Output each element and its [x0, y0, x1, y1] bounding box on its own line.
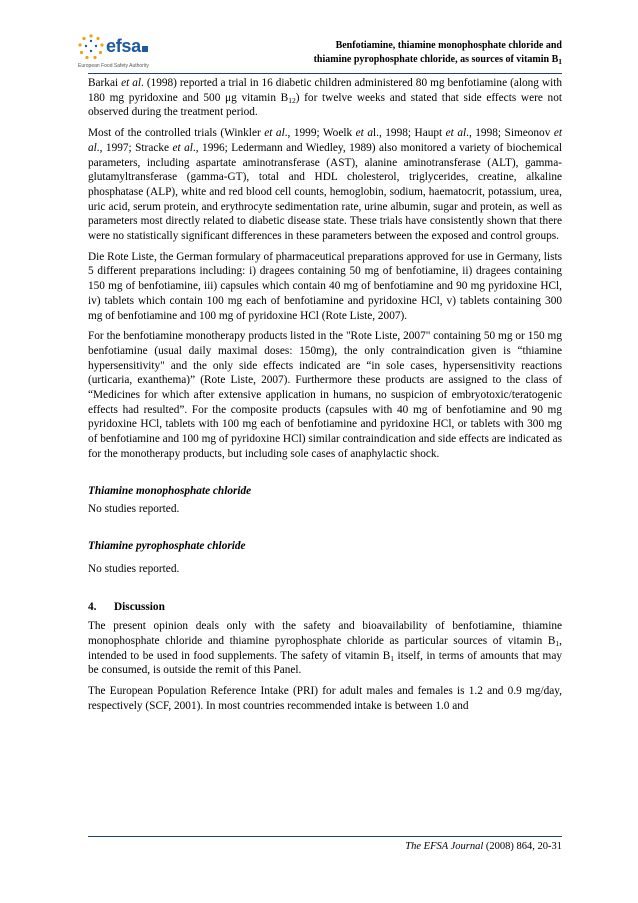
footer-divider: [88, 836, 562, 837]
paragraph-discussion-2: The European Population Reference Intake (PRI) for adult males and females is 1.2 and 0.9 mg/day, respectively (SCF, 2001). In most countries recommended intake is between 1.0 and: [88, 684, 562, 712]
header-title: [232, 39, 562, 67]
logo-wordmark: efsa: [106, 36, 148, 57]
paragraph-discussion-1: The present opinion deals only with the safety and bioavailability of benfotiamine, thiamine monophosphate chloride and thiamine pyrophosphate chloride as particular sources of vitamin $B_1$, intended to be used in food supplements. The safety of vitamin $B_1$ itself, in terms of amounts that may be consumed, is outside the remit of this Panel.: [88, 620, 562, 677]
efsa-logo: [76, 30, 156, 70]
heading-thiamine-monophosphate: Thiamine monophosphate chloride: [88, 484, 252, 497]
efsa-star-icon: [76, 32, 106, 62]
header-divider: [88, 73, 562, 74]
text-tpc-no-studies: No studies reported.: [88, 562, 180, 575]
heading-thiamine-pyrophosphate: Thiamine pyrophosphate chloride: [88, 539, 246, 552]
footer-citation: The EFSA Journal (2008) 864, 20-31: [405, 841, 562, 852]
paragraph-barkai: Barkai et al. (1998) reported a trial in 16 diabetic children administered 80 mg benfotiamine (along with 180 mg pyridoxine and 500 μg vitamin $B_{12}$) for twelve weeks and stated that side effects were not observed during the treatment period.: [88, 77, 562, 119]
heading-discussion: 4. Discussion: [88, 601, 165, 614]
logo-subtitle: European Food Safety Authority: [78, 63, 149, 69]
paragraph-rote-liste: Die Rote Liste, the German formulary of pharmaceutical preparations approved for use in Germany, lists 5 different preparations including: i) dragees containing 50 mg of benfotiamine, ii) dragees containing 150 mg of benfotiamine, iii) capsules which contain 40 mg of benfotiamine and 90 mg pyridoxine HCl, iv) tablets which contain 100 mg each of benfotiamine and pyridoxine HCl, v) tablets containing 300 mg of benfotiamine and 100 mg of pyridoxine HCl (Rote Liste, 2007).: [88, 250, 562, 322]
header-title-line1: Benfotiamine, thiamine monophosphate chloride and: [335, 40, 562, 51]
paragraph-controlled-trials: Most of the controlled trials (Winkler et al., 1999; Woelk et al., 1998; Haupt et al., 1998; Simeonov et al., 1997; Stracke et al., 1996; Ledermann and Wiedley, 1989) also monitored a variety of biochemical parameters, including aspartate aminotransferase (AST), alanine aminotransferase (ALT), gamma-glutamyltransferase (gamma-GT), total and HDL cholesterol, triglycerides, creatine, alkaline phosphatase (ALP), white and red blood cell counts, hemoglobin, sodium, haematocrit, potassium, urea, uric acid, serum protein, and erythrocyte sedimentation rate, urine albumin, sugar and protein, as well as parameters most directly related to diabetic disease state. These trials have consistently shown that there were no statistically significant differences in these parameters between the exposed and control groups.: [88, 127, 563, 243]
text-tmc-no-studies: No studies reported.: [88, 503, 180, 516]
paragraph-monotherapy: For the benfotiamine monotherapy products listed in the "Rote Liste, 2007" containing 50 mg or 150 mg benfotiamine (usual daily maximal doses: 150mg), the only contraindication given is “thiamine hypersensitivity" and the only side effects indicated are “in sole cases, hypersensitivity reactions (urticaria, exanthema)” (Rote Liste, 2007). Furthermore these products are assigned to the class of “Medicines for which after extensive application in humans, no suspicion of embryotoxic/teratogenic effects had resulted”. For the composite products (capsules with 40 mg of benfotiamine and 90 mg pyridoxine HCl, tablets with 100 mg each of benfotiamine and pyridoxine HCl, or tablets with 300 mg of benfotiamine and 100 mg of pyridoxine HCl) similar contraindication and side effects are indicated as for the monotherapy products, but including sole cases of anaphylactic shock.: [88, 330, 562, 460]
document-body: [88, 76, 562, 719]
header-title-line2: thiamine pyrophosphate chloride, as sources of vitamin $B_1$: [313, 54, 562, 66]
